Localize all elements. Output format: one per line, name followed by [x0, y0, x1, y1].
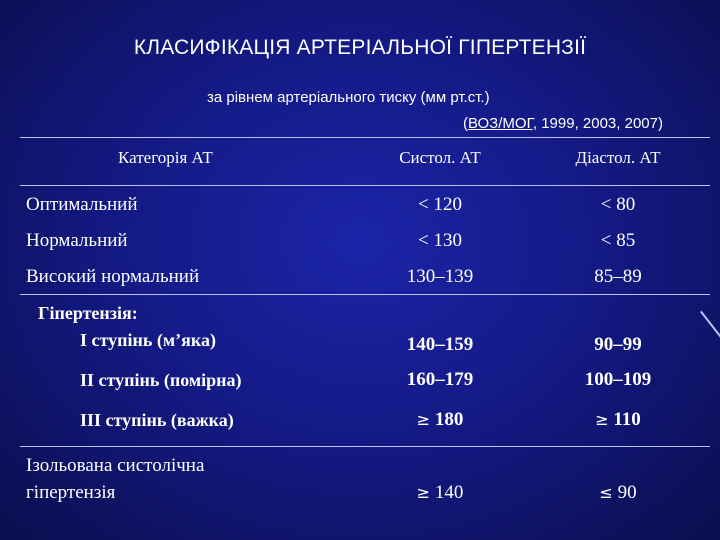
slide-subtitle: за рівнем артеріального тиску (мм рт.ст.) — [207, 89, 490, 106]
less-equal-symbol: ≤ — [599, 483, 613, 502]
isolated-systolic: 140 — [434, 482, 464, 503]
greater-equal-symbol: ≥ — [416, 483, 431, 502]
row-diastolic: 100–109 — [584, 369, 652, 390]
row-category: Нормальний — [26, 230, 128, 251]
row-diastolic-value — [538, 409, 698, 431]
isolated-category-line1: Ізольована систолічна — [26, 455, 205, 476]
greater-equal-symbol: ≥ — [595, 410, 609, 429]
table-section-rule-2 — [20, 446, 710, 447]
isolated-systolic-value — [360, 482, 520, 504]
header-category: Категорія АТ — [118, 148, 213, 167]
decorative-line — [700, 311, 720, 360]
row-systolic: 180 — [434, 409, 464, 430]
row-systolic: 140–159 — [406, 334, 474, 355]
header-systolic: Систол. АТ — [399, 148, 481, 167]
slide-title: КЛАСИФІКАЦІЯ АРТЕРІАЛЬНОЇ ГІПЕРТЕНЗІЇ — [133, 36, 587, 59]
row-systolic: 160–179 — [406, 369, 474, 390]
isolated-diastolic-value — [538, 482, 698, 504]
row-systolic: < 120 — [418, 194, 462, 215]
row-category: ІІ ступінь (помірна) — [80, 370, 242, 390]
source-prefix: ( — [463, 115, 468, 132]
row-diastolic: < 85 — [600, 230, 636, 251]
row-diastolic: < 80 — [600, 194, 636, 215]
row-systolic-value — [360, 409, 520, 431]
header-diastolic: Діастол. АТ — [575, 148, 661, 167]
row-systolic: < 130 — [418, 230, 462, 251]
row-category: Високий нормальний — [26, 266, 200, 287]
table-header-rule — [20, 185, 710, 186]
row-category: ІІІ ступінь (важка) — [80, 410, 234, 430]
row-diastolic: 110 — [613, 409, 641, 430]
greater-equal-symbol: ≥ — [416, 410, 431, 429]
source-years: 1999, 2003, 2007) — [537, 115, 663, 132]
table-top-rule — [20, 137, 710, 138]
row-category: Оптимальний — [26, 194, 138, 215]
row-diastolic: 90–99 — [594, 334, 642, 355]
source-org: ВОЗ/МОГ, — [468, 115, 538, 132]
row-systolic: 130–139 — [406, 266, 474, 287]
isolated-diastolic: 90 — [617, 482, 637, 503]
row-diastolic: 85–89 — [594, 266, 642, 287]
source-citation — [463, 115, 663, 132]
table-section-rule — [20, 294, 710, 295]
isolated-category-line2: гіпертензія — [26, 482, 116, 503]
row-category: І ступінь (м’яка) — [80, 330, 216, 350]
hypertension-group-label: Гіпертензія: — [38, 303, 138, 323]
